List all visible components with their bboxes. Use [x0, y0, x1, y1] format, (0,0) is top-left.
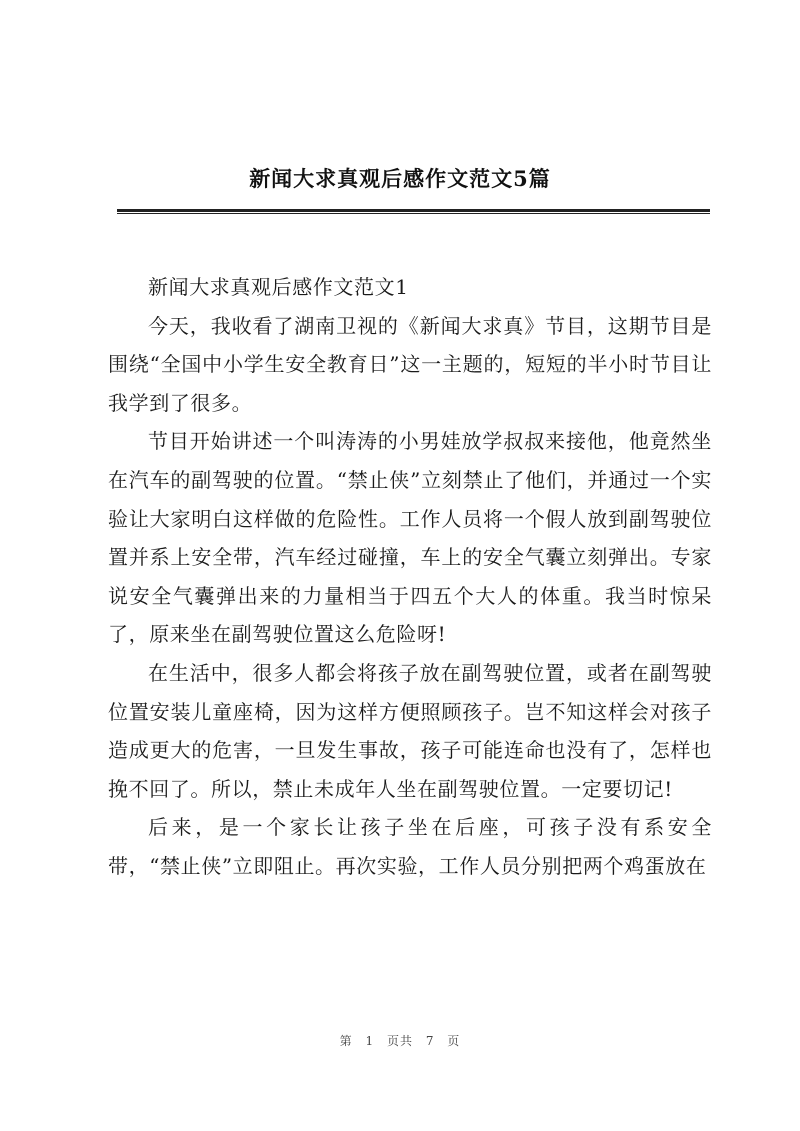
- section-heading: 新闻大求真观后感作文范文1: [148, 275, 409, 299]
- title-divider: [117, 209, 710, 214]
- document-title: 新闻大求真观后感作文范文5篇: [249, 166, 551, 191]
- paragraph-3: 在生活中，很多人都会将孩子放在副驾驶位置，或者在副驾驶位置安装儿童座椅，因为这样方便照顾孩子。岂不知这样会对孩子造成更大的危害，一旦发生事故，孩子可能连命也没有了，怎样也挽不回了。所以，禁止未成年人坐在副驾驶位置。一定要切记!: [108, 660, 712, 801]
- paragraph-4: 后来，是一个家长让孩子坐在后座，可孩子没有系安全带，“禁止侠”立即阻止。再次实验，工作人员分别把两个鸡蛋放在: [108, 815, 712, 878]
- document-body: [108, 268, 712, 886]
- footer-label-pages: 页: [447, 1034, 461, 1048]
- footer-label-page: 第: [339, 1034, 353, 1048]
- footer-current-page: 1: [365, 1034, 375, 1048]
- page-footer: [0, 1032, 800, 1049]
- footer-total-pages: 7: [425, 1034, 435, 1048]
- paragraph-1: 今天，我收看了湖南卫视的《新闻大求真》节目，这期节目是围绕“全国中小学生安全教育日”这一主题的，短短的半小时节目让我学到了很多。: [108, 313, 712, 415]
- footer-label-of: 页共: [386, 1034, 413, 1048]
- paragraph-2: 节目开始讲述一个叫涛涛的小男娃放学叔叔来接他，他竟然坐在汽车的副驾驶的位置。“禁止侠”立刻禁止了他们，并通过一个实验让大家明白这样做的危险性。工作人员将一个假人放到副驾驶位置并系上安全带，汽车经过碰撞，车上的安全气囊立刻弹出。专家说安全气囊弹出来的力量相当于四五个大人的体重。我当时惊呆了，原来坐在副驾驶位置这么危险呀!: [108, 429, 712, 647]
